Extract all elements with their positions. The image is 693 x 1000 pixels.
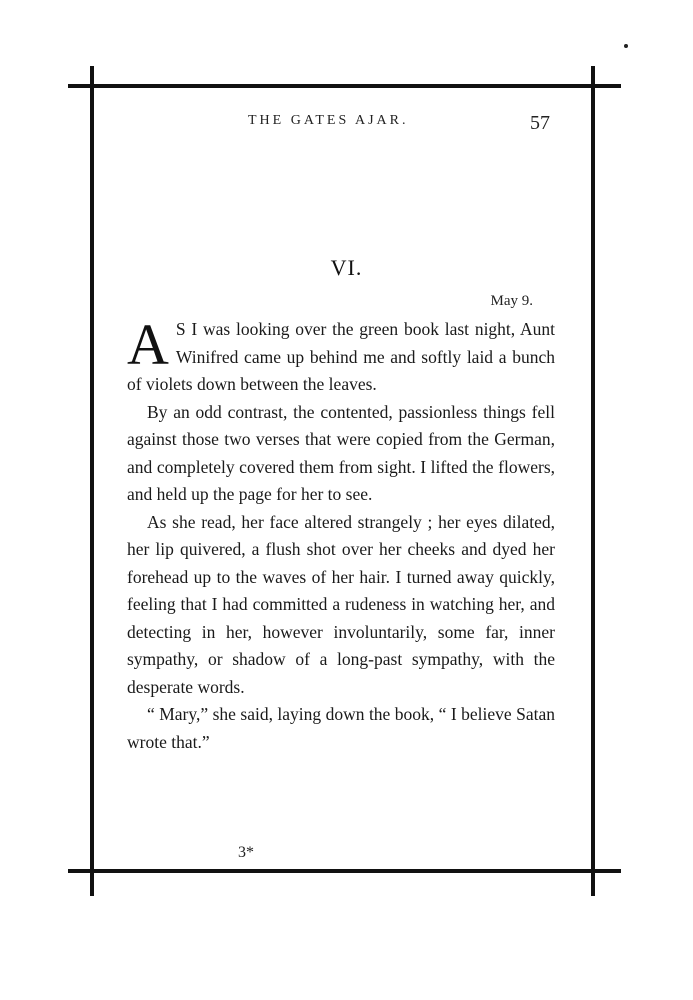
- drop-cap: A: [127, 312, 169, 377]
- dateline: May 9.: [490, 293, 533, 309]
- signature-mark: 3*: [238, 844, 254, 861]
- paragraph-4: “ Mary,” she said, laying down the book, “ I believe Satan wrote that.”: [127, 704, 555, 752]
- paragraph-3: As she read, her face altered strangely ; her eyes dilated, her lip quivered, a flush shot over her cheeks and dyed her forehead up to the waves of her hair. I turned away quickly, feeling that I had committed a rudeness in watching her, and detecting in her, however involuntarily, some far, inner sympathy, or shadow of a long-past sympathy, with the desperate words.: [127, 511, 555, 697]
- running-title: THE GATES AJAR.: [248, 113, 409, 128]
- paragraph-1: [127, 312, 555, 399]
- page-number: 57: [530, 112, 550, 134]
- frame-right-rule: [591, 66, 595, 896]
- frame-bottom-rule: [68, 869, 621, 873]
- paragraph-2: By an odd contrast, the contented, passionless things fell against those two verses that were copied from the German, and completely covered them from sight. I lifted the flowers, and held up the page for her to see.: [127, 401, 555, 504]
- ink-speck: [624, 44, 628, 48]
- paragraph-1-text: S I was looking over the green book last night, Aunt Winifred came up behind me and softly laid a bunch of violets down between the leaves.: [127, 319, 555, 394]
- frame-top-rule: [68, 84, 621, 88]
- body-text: [127, 312, 555, 756]
- chapter-heading: VI.: [330, 255, 363, 280]
- frame-left-rule: [90, 66, 94, 896]
